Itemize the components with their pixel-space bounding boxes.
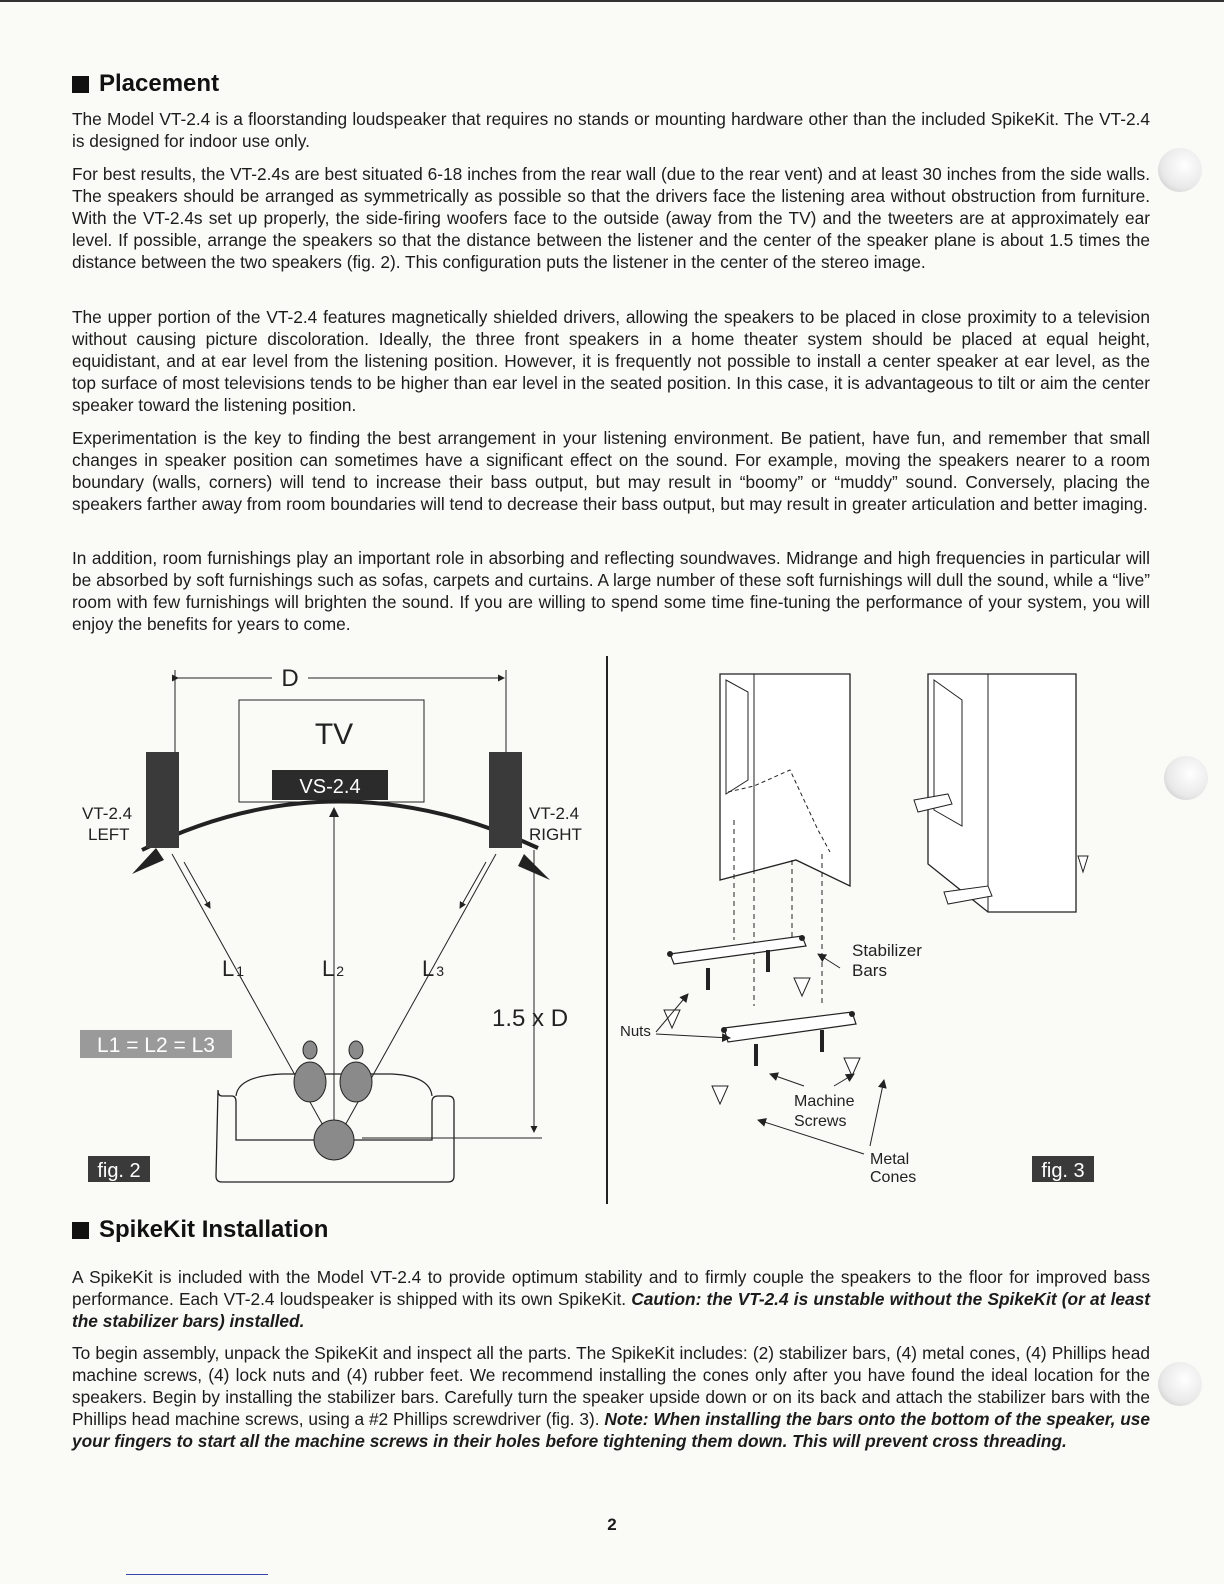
fig2-diagram (72, 650, 606, 1210)
machine-screws-label-1: Machine (794, 1093, 855, 1110)
spikekit-paragraph-1-text: A SpikeKit is included with the Model VT-2.4 to provide optimum stability and to firmly couple the speakers to the floor for improved bass performance. Each VT-2.4 loudspeaker is shipped with its own SpikeKit. (72, 1267, 1150, 1309)
placement-paragraph-3: The upper portion of the VT-2.4 features magnetically shielded drivers, allowing the speakers to be placed in close proximity to a television without causing picture discoloration. Ideally, the three front speakers in a home theater system should be placed at equal height, equidistant, and at ear level from the listening position. However, it is frequently not possible to install a center speaker at ear level, as the top surface of most televisions tends to be higher than ear level in the seated position. In this case, it is advantageous to tilt or aim the center speaker toward the listening position. (72, 307, 1150, 415)
stabilizer-label-2: Bars (852, 961, 887, 980)
ratio-label: 1.5 x D (492, 1005, 569, 1032)
spikekit-paragraph-2 (72, 1342, 1150, 1452)
nuts-callout-2 (656, 1034, 730, 1038)
spikekit-paragraph-2-text: To begin assembly, unpack the SpikeKit and inspect all the parts. The SpikeKit includes: (2) stabilizer bars, (4) metal cones, (4) Phillips head machine screws, (4) lock nuts and (4) rubber feet. We recommend installing the cones only after you have found the ideal location for the speakers. Begin by installing the stabilizer bars. Carefully turn the speaker upside down or on its back and attach the stabilizer bars with the Phillips head machine screws, using a #2 Phillips screwdriver (fig. 3). (72, 1343, 1150, 1429)
listener-left-hand (303, 1041, 317, 1059)
placement-heading-text: Placement (99, 70, 220, 97)
fig3-diagram (608, 650, 1152, 1210)
placement-paragraph-4: Experimentation is the key to finding the best arrangement in your listening environment. Be patient, have fun, and remember that small changes in speaker position can sometimes have a significant effect on the sound. For example, moving the speakers nearer to a room boundary (walls, corners) will tend to increase their bass output, but may result in “boomy” or “muddy” sound. Conversely, placing the speakers farther away from room boundaries will tend to decrease their bass output, but may result in greater articulation and better imaging. (72, 428, 1150, 514)
top-rule (0, 0, 1224, 2)
machine-screw-2 (766, 950, 770, 972)
page-number: 2 (607, 1515, 617, 1534)
center-speaker-label: VS-2.4 (299, 776, 361, 798)
fig3-label: fig. 3 (1041, 1160, 1085, 1182)
punch-hole-bottom (1158, 1362, 1202, 1406)
upright-cone (1078, 856, 1088, 872)
metal-cones-label-1: Metal (870, 1151, 910, 1168)
l2-label: L 2 (322, 956, 345, 981)
distance-label: D (281, 665, 299, 692)
stabilizer-bar-upper (670, 936, 806, 964)
l3-arrow (460, 862, 486, 908)
note-text: Note: When installing the bars onto the bottom of the speaker, use your fingers to start all the machine screws in their holes before tightening them down. This will prevent cross threading. (72, 1409, 1150, 1451)
placement-paragraph-1: The Model VT-2.4 is a floorstanding loudspeaker that requires no stands or mounting hardware other than the included SpikeKit. The VT-2.4 is designed for indoor use only. (72, 109, 1150, 151)
speaker-cabinet-upright (928, 674, 1076, 912)
right-speaker (489, 752, 522, 848)
spikekit-heading-text: SpikeKit Installation (99, 1216, 329, 1243)
machine-screw-1 (706, 968, 710, 990)
l1-arrow (184, 862, 210, 908)
speaker-cabinet-upside-down (720, 674, 850, 886)
spikekit-heading (72, 1216, 328, 1244)
fig2-label: fig. 2 (97, 1160, 141, 1182)
left-arc-arrowhead (132, 848, 164, 874)
metal-cone-3 (712, 1086, 728, 1104)
listener-left-shoulder (294, 1062, 326, 1102)
speaker-plane-arc (142, 801, 538, 850)
spikekit-paragraph-1 (72, 1266, 1150, 1332)
figures-area (72, 650, 1152, 1210)
left-speaker (146, 752, 179, 848)
square-bullet-icon (72, 1222, 89, 1239)
machine-screws-callout-1 (770, 1074, 804, 1086)
machine-screw-4 (820, 1030, 824, 1052)
listener-head (314, 1120, 354, 1160)
stabilizer-label-1: Stabilizer (852, 941, 922, 960)
l3-label: L 3 (422, 956, 445, 981)
metal-cone-4 (844, 1058, 860, 1076)
nuts-label: Nuts (620, 1023, 651, 1040)
listener-right-shoulder (340, 1062, 372, 1102)
l1-label: L 1 (222, 956, 245, 981)
left-side-label: LEFT (88, 825, 130, 844)
right-side-label: RIGHT (529, 825, 582, 844)
punch-hole-top (1158, 148, 1202, 192)
square-bullet-icon (72, 76, 89, 93)
metal-cones-callout-2 (870, 1080, 884, 1146)
tv-label: TV (314, 718, 354, 751)
left-model-label: VT-2.4 (82, 804, 133, 823)
metal-cone-2 (794, 978, 810, 996)
placement-paragraph-2: For best results, the VT-2.4s are best situated 6-18 inches from the rear wall (due to the rear vent) and at least 30 inches from the side walls. The speakers should be arranged as symmetrically as possible so that the drivers face the listening area without obstruction from furniture. With the VT-2.4s set up properly, the side-firing woofers face to the outside (away from the TV) and the tweeters are at approximately ear level. If possible, arrange the speakers so that the distance between the listener and the center of the speaker plane is about 1.5 times the distance between the two speakers (fig. 2). This configuration puts the listener in the center of the stereo image. (72, 164, 1150, 272)
stabilizer-callout (818, 954, 840, 968)
caution-text: Caution: the VT-2.4 is unstable without the SpikeKit (or at least the stabilizer bars) installed. (72, 1289, 1150, 1331)
placement-heading (72, 70, 219, 98)
machine-screws-label-2: Screws (794, 1113, 847, 1130)
stabilizer-bar-lower (724, 1012, 856, 1042)
equation-label: L1 = L2 = L3 (97, 1034, 215, 1057)
bottom-rule (126, 1574, 268, 1575)
metal-cones-label-2: Cones (870, 1169, 917, 1186)
punch-hole-middle (1164, 756, 1208, 800)
right-model-label: VT-2.4 (529, 804, 580, 823)
screw-head-1 (667, 951, 673, 957)
listener-right-hand (349, 1041, 363, 1059)
screw-head-2 (799, 935, 805, 941)
placement-paragraph-5: In addition, room furnishings play an important role in absorbing and reflecting soundwaves. Midrange and high frequencies in particular will be absorbed by soft furnishings such as sofas, carpets and curtains. A large number of these soft furnishings will dull the sound, while a “live” room with few furnishings will brighten the sound. If you are willing to spend some time fine-tuning the performance of your system, you will enjoy the benefits for years to come. (72, 548, 1150, 634)
machine-screws-callout-2 (834, 1074, 854, 1086)
machine-screw-3 (754, 1044, 758, 1066)
screw-head-4 (849, 1011, 855, 1017)
screw-head-3 (721, 1027, 727, 1033)
